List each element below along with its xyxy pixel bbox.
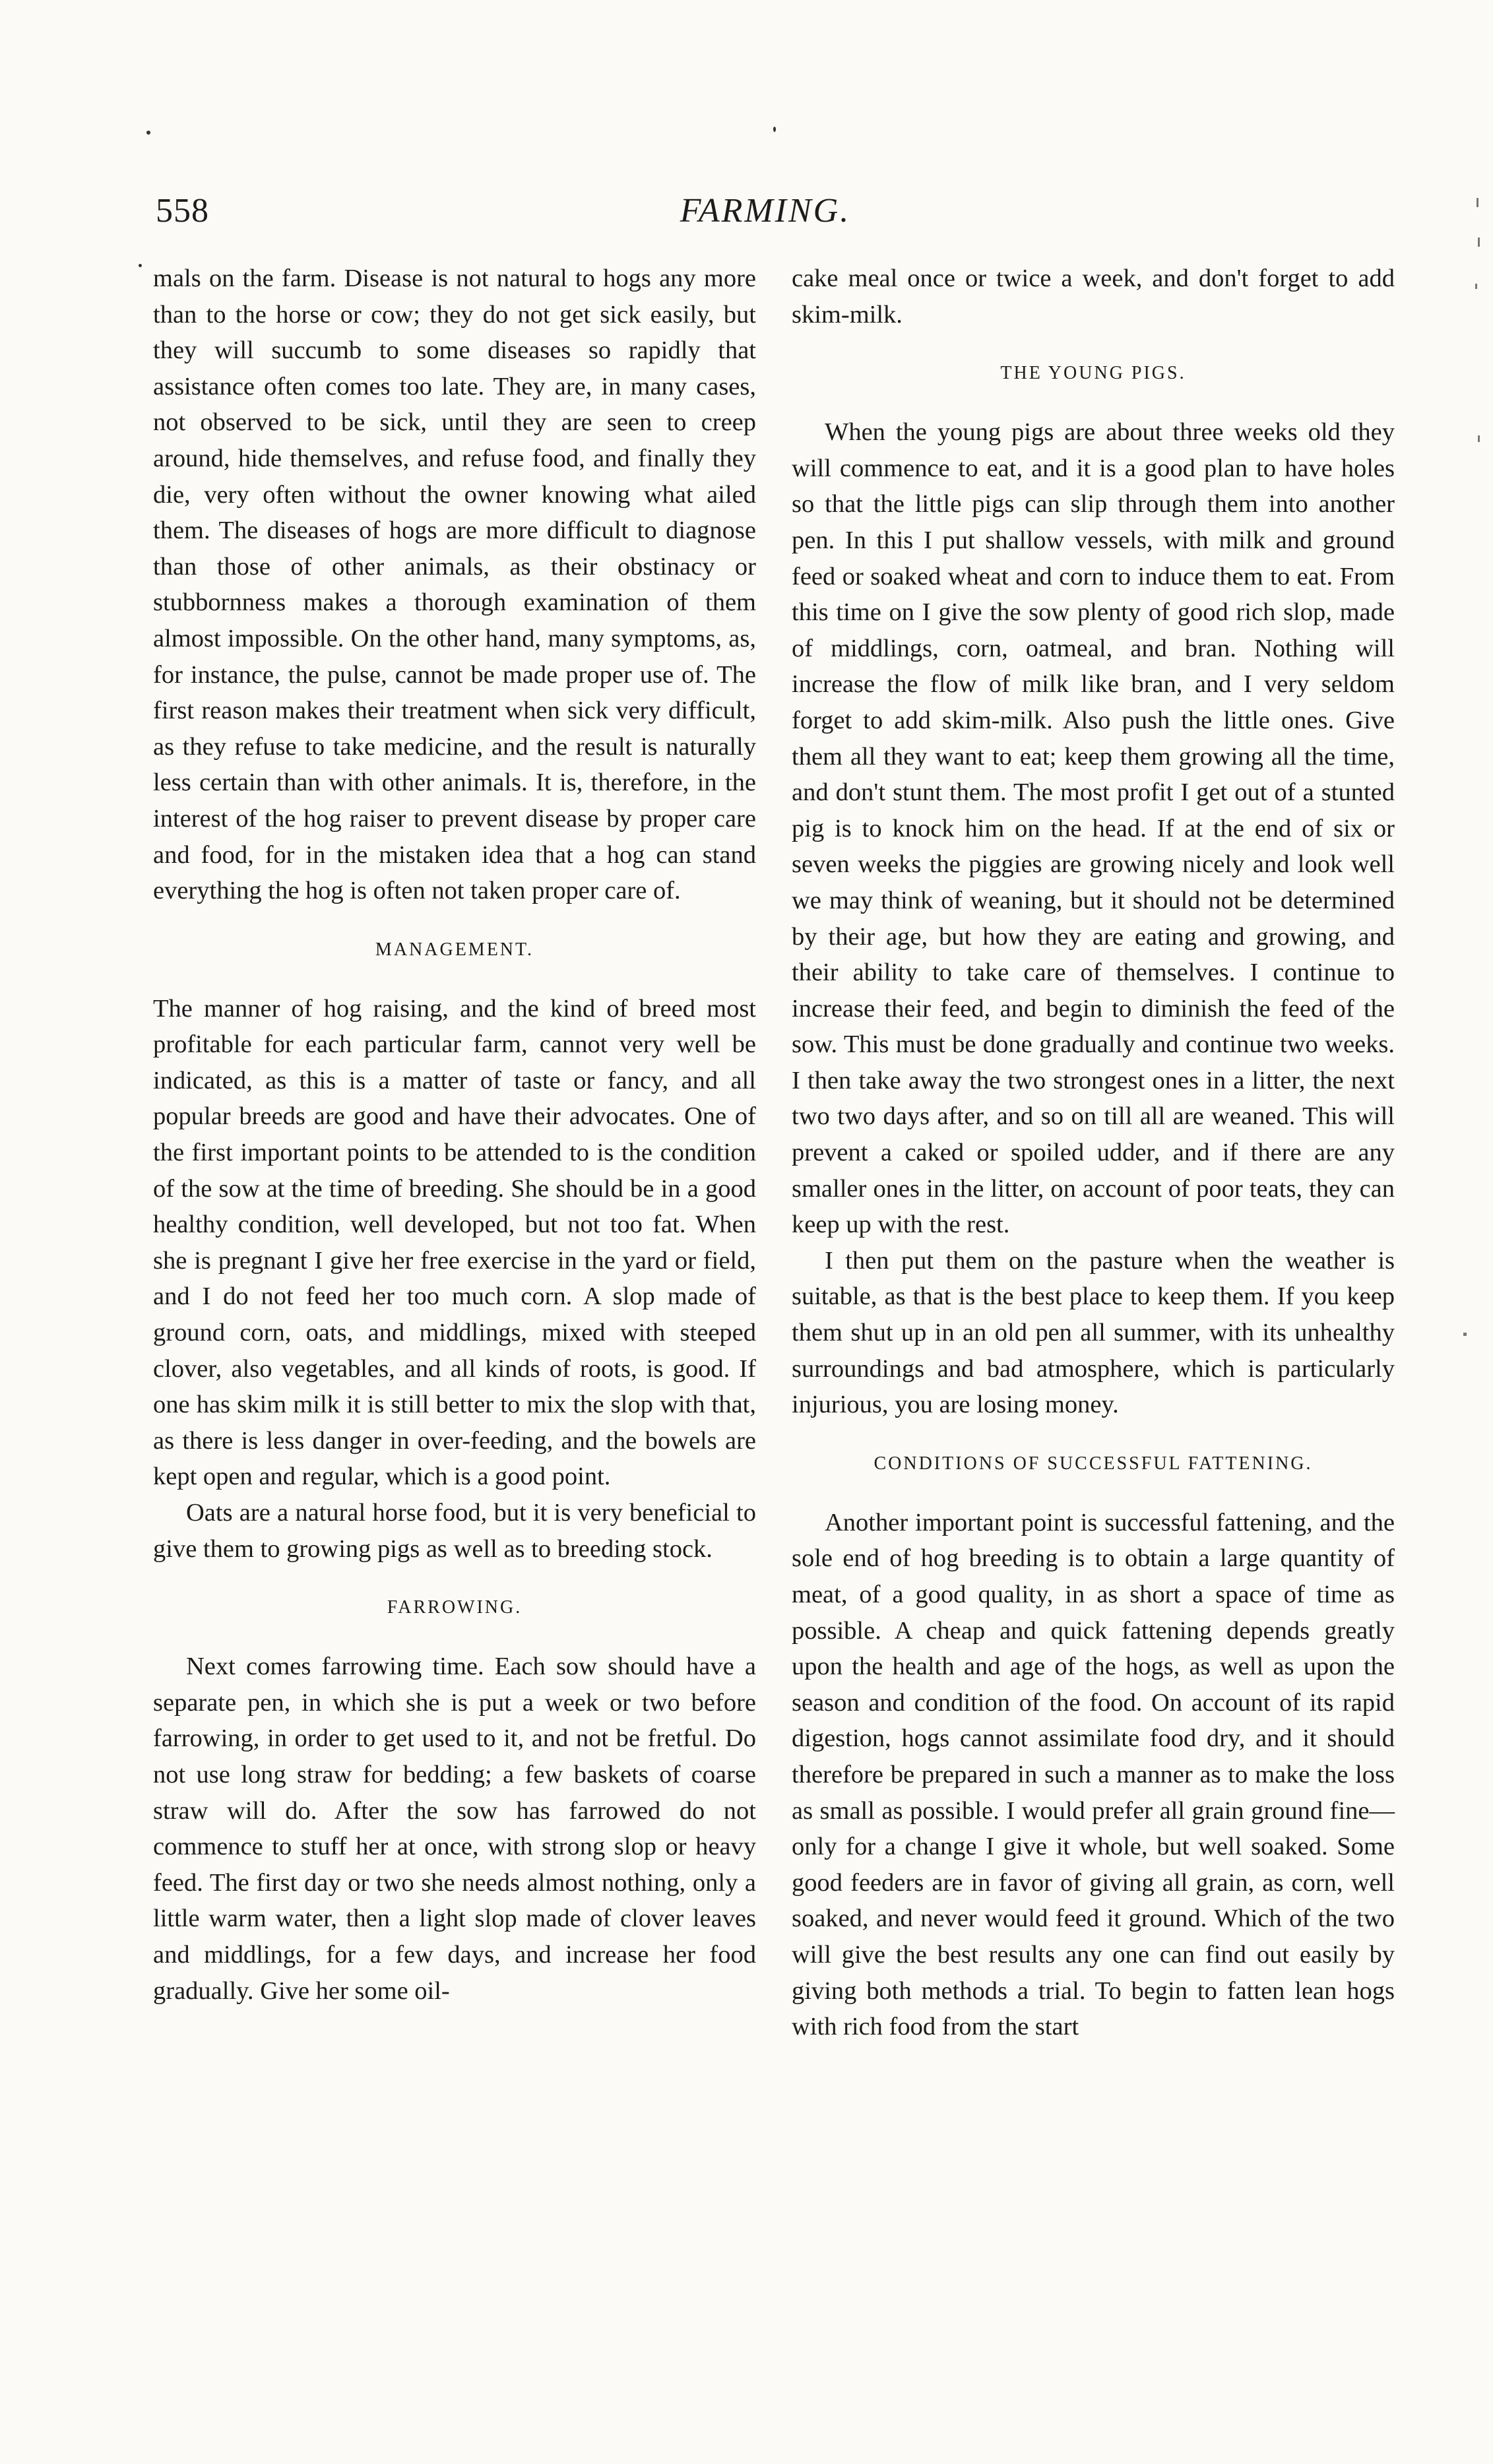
paragraph: cake meal once or twice a week, and don't forget to add skim-milk.: [792, 265, 1395, 329]
page-speck: [773, 127, 776, 132]
paragraph: Another important point is successful fattening, and the sole end of hog breeding is to obtain a large quantity of meat, of a good quality, in as short a space of time as possible. A cheap and quick fattening depends greatly upon the health and age of the hogs, as well as upon the season and condition of the food. On account of its rapid digestion, hogs cannot assimilate food dry, and it should therefore be prepared in such a manner as to make the loss as small as possible. I would prefer all grain ground fine—only for a change I give it whole, but well soaked. Some good feeders are in favor of giving all grain, as corn, well soaked, and never would feed it ground. Which of the two will give the best results any one can find out easily by giving both methods a trial. To begin to fatten lean hogs with rich food from the start: [792, 1508, 1395, 2041]
left-column: [153, 261, 756, 2009]
section-heading-young-pigs: THE YOUNG PIGS.: [1000, 363, 1186, 384]
page-speck: [139, 264, 142, 267]
edge-mark: [1478, 237, 1480, 247]
paragraph: Oats are a natural horse food, but it is very beneficial to give them to growing pigs as well as to breeding stock.: [153, 1499, 756, 1563]
paragraph: Next comes farrowing time. Each sow should have a separate pen, in which she is put a week or two before farrowing, in order to get used to it, and not be fretful. Do not use long straw for bedding; a few baskets of coarse straw will do. After the sow has farrowed do not commence to stuff her at once, with strong slop or heavy feed. The first day or two she needs almost nothing, only a little warm water, then a light slop made of clover leaves and middlings, for a few days, and increase her food gradually. Give her some oil-: [153, 1653, 756, 2005]
edge-mark: [1463, 1333, 1467, 1336]
paragraph: The manner of hog raising, and the kind of breed most profitable for each particular farm, cannot very well be indicated, as this is a matter of taste or fancy, and all popular breeds are good and have their advocates. One of the first important points to be attended to is the condition of the sow at the time of breeding. She should be in a good healthy condition, well developed, but not too fat. When she is pregnant I give her free exercise in the yard or field, and I do not feed her too much corn. A slop made of ground corn, oats, and middlings, mixed with steeped clover, also vegetables, and all kinds of roots, is good. If one has skim milk it is still better to mix the slop with that, as there is less danger in over-feeding, and the bowels are kept open and regular, which is a good point.: [153, 994, 756, 1491]
section-heading-farrowing: FARROWING.: [387, 1597, 523, 1618]
page-speck: [146, 131, 150, 135]
paragraph: When the young pigs are about three weeks old they will commence to eat, and it is a good plan to have holes so that the little pigs can slip through them into another pen. In this I put shallow vessels, with milk and ground feed or soaked wheat and corn to induce them to eat. From this time on I give the sow plenty of good rich slop, made of middlings, corn, oatmeal, and bran. Nothing will increase the flow of milk like bran, and I very seldom forget to add skim-milk. Also push the little ones. Give them all they want to eat; keep them growing all the time, and don't stunt them. The most profit I get out of a stunted pig is to knock him on the head. If at the end of six or seven weeks the piggies are growing nicely and look well we may think of weaning, but it should not be determined by their age, but how they are eating and growing, and their ability to take care of themselves. I continue to increase their feed, and begin to diminish the feed of the sow. This must be done gradually and continue two weeks. I then take away the two strongest ones in a litter, the next two two days after, and so on till all are weaned. This will prevent a caked or spoiled udder, and if there are any smaller ones in the litter, on account of poor teats, they can keep up with the rest.: [792, 418, 1395, 1239]
paragraph: mals on the farm. Disease is not natural to hogs any more than to the horse or cow; they do not get sick easily, but they will succumb to some diseases so rapidly that assistance often comes too late. They are, in many cases, not observed to be sick, until they are seen to creep around, hide themselves, and refuse food, and finally they die, very often without the owner knowing what ailed them. The diseases of hogs are more difficult to diagnose than those of other animals, as their obstinacy or stubbornness makes a thorough examination of them almost impossible. On the other hand, many symptoms, as, for instance, the pulse, cannot be made proper use of. The first reason makes their treatment when sick very difficult, as they refuse to take medicine, and the result is naturally less certain than with other animals. It is, therefore, in the interest of the hog raiser to prevent disease by proper care and food, for in the mistaken idea that a hog can stand everything the hog is often not taken proper care of.: [153, 265, 756, 905]
right-column: [792, 261, 1395, 2045]
running-head: FARMING.: [680, 192, 851, 230]
edge-mark: [1477, 198, 1478, 207]
section-heading-fattening: CONDITIONS OF SUCCESSFUL FATTENING.: [874, 1453, 1313, 1474]
edge-mark: [1478, 435, 1480, 442]
section-heading-management: MANAGEMENT.: [375, 939, 534, 960]
page-number: 558: [156, 192, 209, 230]
edge-mark: [1475, 284, 1477, 289]
paragraph: I then put them on the pasture when the weather is suitable, as that is the best place to keep them. If you keep them shut up in an old pen all summer, with its unhealthy surroundings and bad atmosphere, which is particularly injurious, you are losing money.: [792, 1246, 1395, 1419]
